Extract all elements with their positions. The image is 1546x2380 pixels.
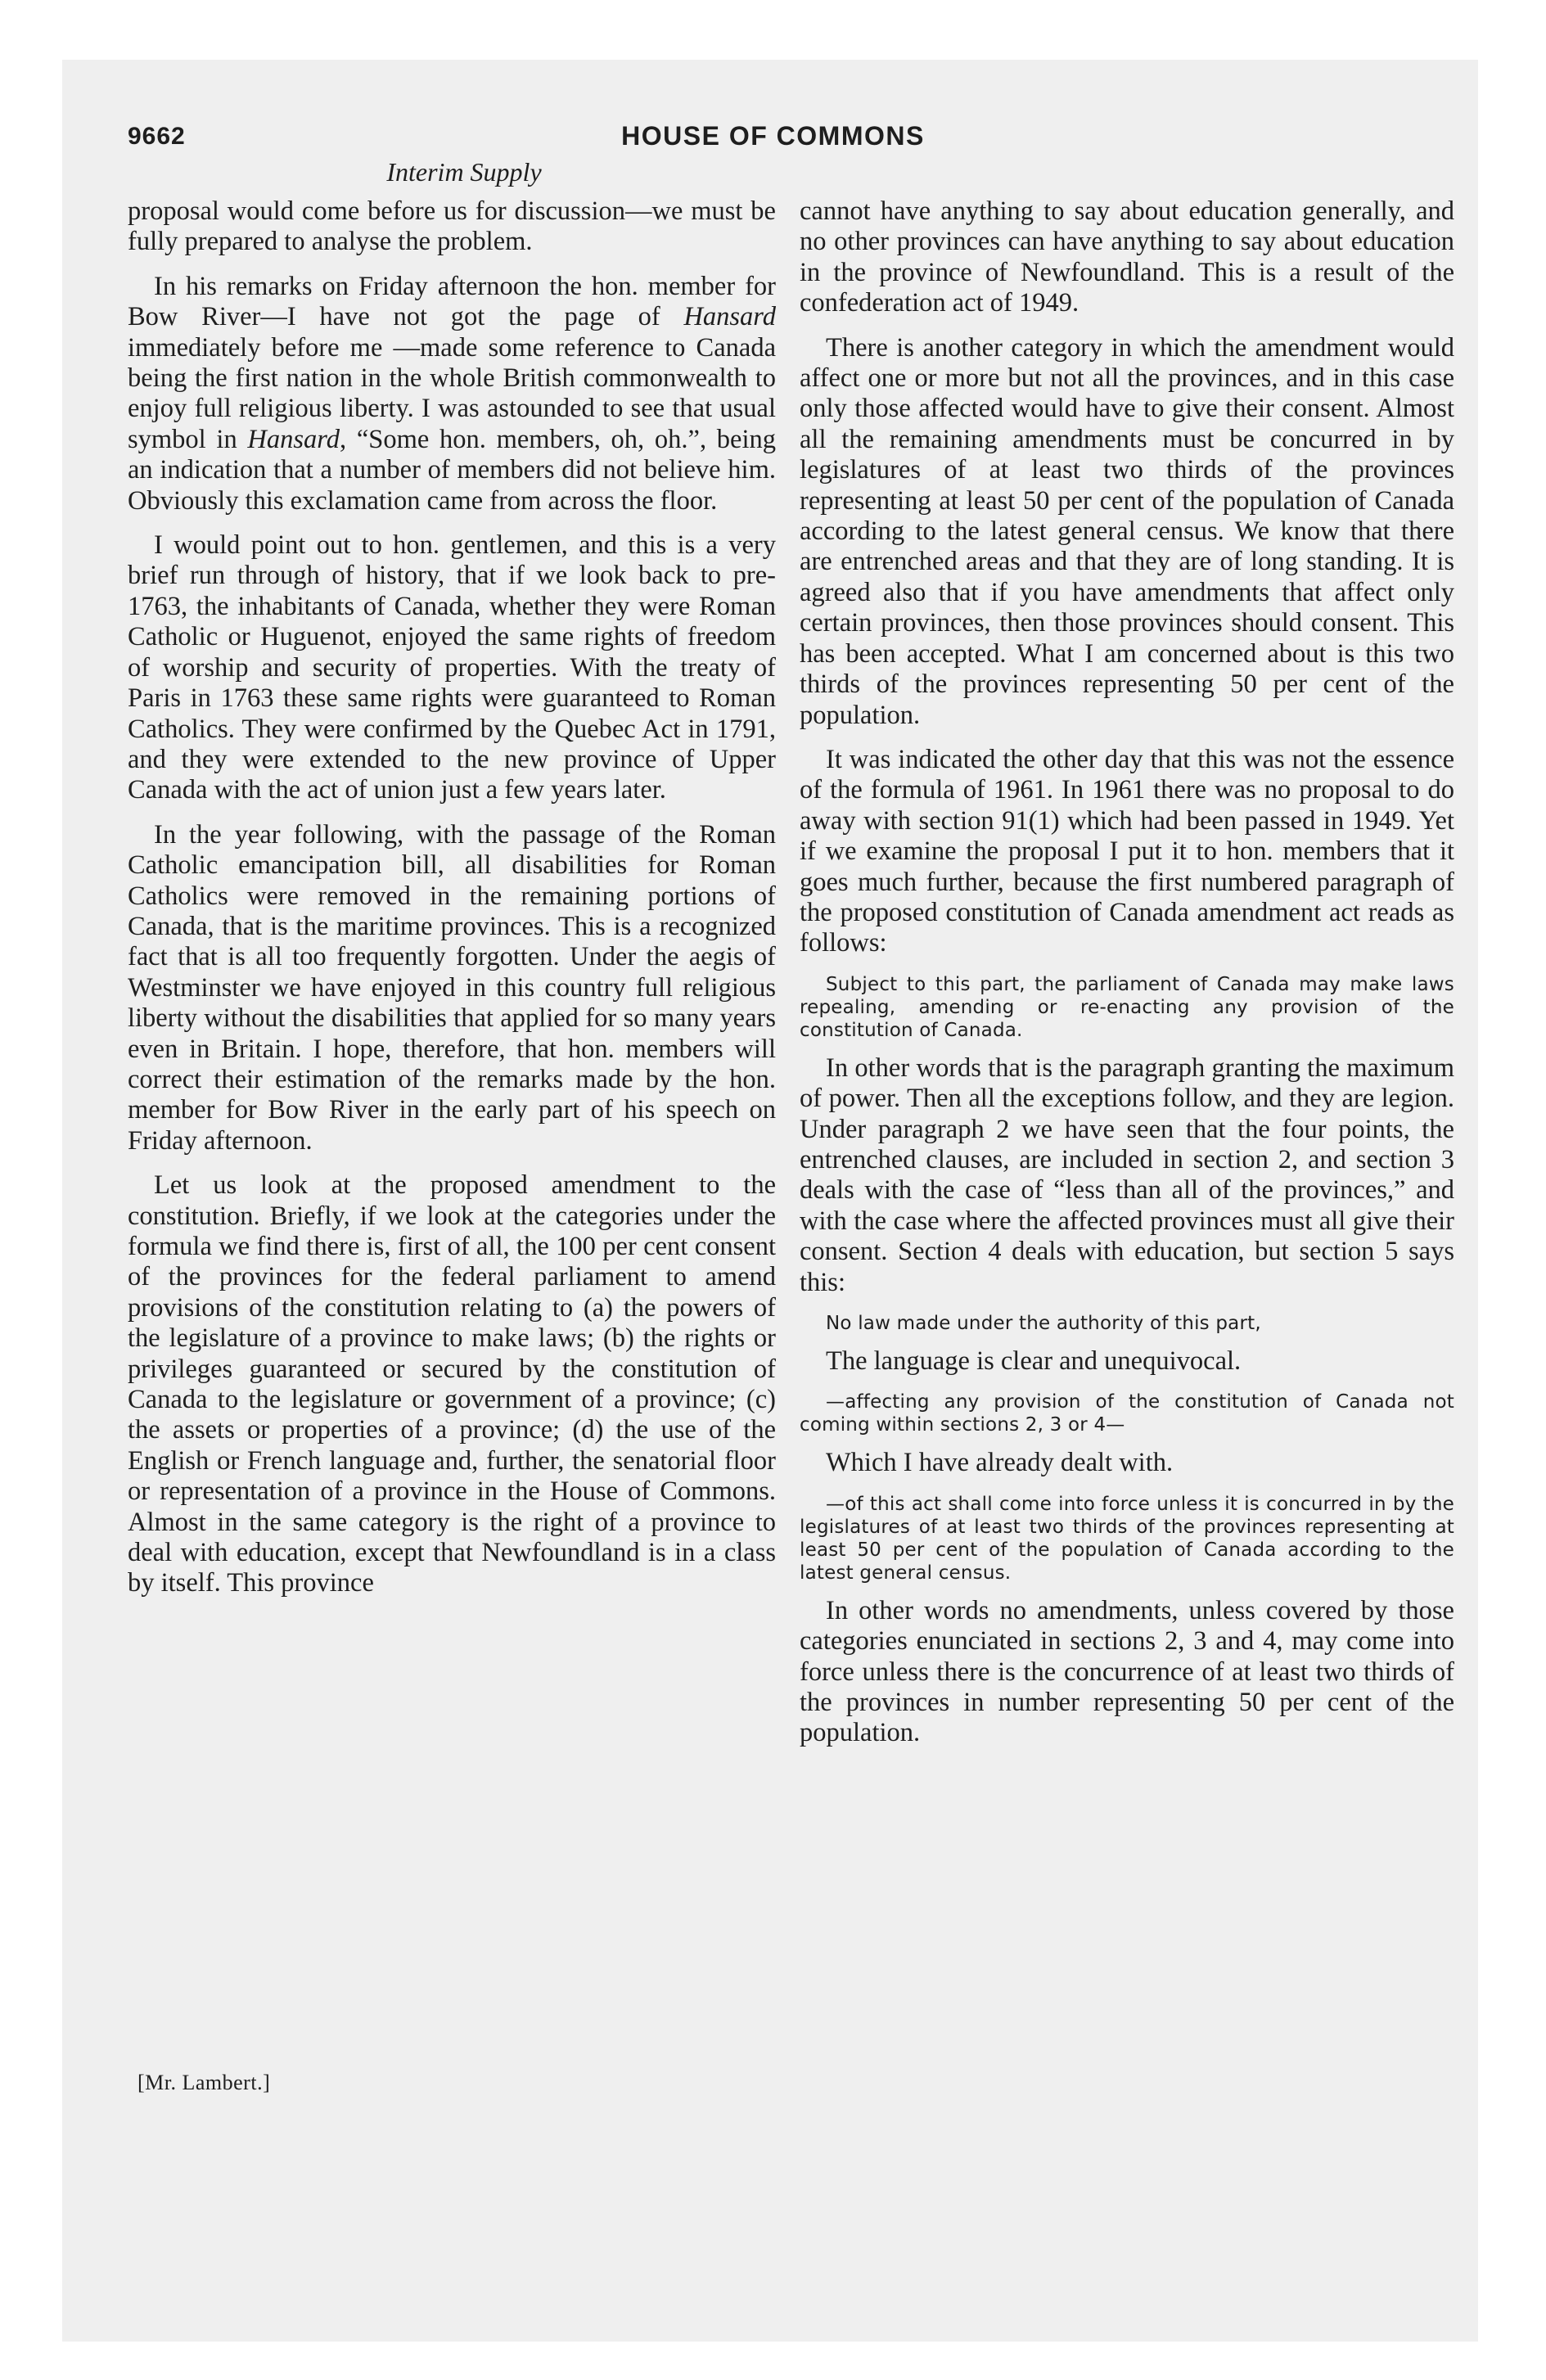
paragraph	[128, 272, 776, 516]
block-quote: —of this act shall come into force unless it is concurred in by the legislatures of at least two thirds of the provinces representing at least 50 per cent of the population of Canada according to the latest general census.	[800, 1493, 1454, 1584]
left-column	[128, 196, 776, 1613]
paragraph: In other words no amendments, unless covered by those categories enunciated in sections 2, 3 and 4, may come into force unless there is the concurrence of at least two thirds of the provinces in number representing 50 per cent of the population.	[800, 1595, 1454, 1748]
publication-title: Hansard	[247, 424, 340, 454]
page-number: 9662	[128, 123, 186, 150]
running-head: HOUSE OF COMMONS	[621, 121, 925, 151]
paragraph: It was indicated the other day that this was not the essence of the formula of 1961. In 1961 there was no proposal to do away with section 91(1) which had been passed in 1949. Yet if we examine the proposal I put it to hon. members that it goes much further, because the first numbered paragraph of the proposed constitution of Canada amendment act reads as follows:	[800, 744, 1454, 958]
paragraph: proposal would come before us for discussion—we must be fully prepared to analyse the problem.	[128, 196, 776, 257]
paragraph: I would point out to hon. gentlemen, and this is a very brief run through of history, that if we look back to pre-1763, the inhabitants of Canada, whether they were Roman Catholic or Huguenot, enjoyed the same rights of freedom of worship and security of properties. With the treaty of Paris in 1763 these same rights were guaranteed to Roman Catholics. They were confirmed by the Quebec Act in 1791, and they were extended to the new province of Upper Canada with the act of union just a few years later.	[128, 530, 776, 805]
paragraph: cannot have anything to say about education generally, and no other provinces can have anything to say about education in the province of Newfoundland. This is a result of the confederation act of 1949.	[800, 196, 1454, 318]
block-quote: —affecting any provision of the constitution of Canada not coming within sections 2, 3 or 4—	[800, 1391, 1454, 1436]
right-column	[800, 196, 1454, 1763]
paragraph: In the year following, with the passage of the Roman Catholic emancipation bill, all disabilities for Roman Catholics were removed in the remaining portions of Canada, that is the maritime provinces. This is a recognized fact that is all too frequently forgotten. Under the aegis of Westminster we have enjoyed in this country full religious liberty without the disabilities that applied for so many years even in Britain. I hope, therefore, that hon. members will correct their estimation of the remarks made by the hon. member for Bow River in the early part of his speech on Friday afternoon.	[128, 819, 776, 1156]
publication-title: Hansard	[683, 302, 776, 332]
block-quote: No law made under the authority of this part,	[826, 1313, 1261, 1334]
paragraph: In other words that is the paragraph granting the maximum of power. Then all the exceptions follow, and they are legion. Under paragraph 2 we have seen that the four points, the entrenched clauses, are included in section 2, and section 3 deals with the case of “less than all of the provinces,” and with the case where the affected provinces must all give their consent. Section 4 deals with education, but section 5 says this:	[800, 1053, 1454, 1297]
text-run: , “Some hon. members, oh, oh.”, being an indication that a number of members did not believe him. Obviously this exclamation came from across the floor.	[128, 424, 776, 516]
text-run: immediately before me —made some reference to Canada being the first nation in the whole British commonwealth to enjoy full religious liberty. I was astounded to see that usual symbol in	[128, 332, 776, 454]
paragraph: There is another category in which the amendment would affect one or more but not all the provinces, and in this case only those affected would have to give their consent. Almost all the remaining amendments must be concurred in by legislatures of at least two thirds of the provinces representing at least 50 per cent of the population of Canada according to the latest general census. We know that there are entrenched areas and that they are of long standing. It is agreed also that if you have amendments that affect only certain provinces, then those provinces should consent. This has been accepted. What I am concerned about is this two thirds of the provinces representing 50 per cent of the population.	[800, 332, 1454, 730]
paragraph: The language is clear and unequivocal.	[826, 1346, 1242, 1376]
text-run: In his remarks on Friday afternoon the hon. member for Bow River—I have not got the page of	[128, 271, 776, 332]
section-subhead: Interim Supply	[386, 157, 542, 187]
block-quote: Subject to this part, the parliament of Canada may make laws repealing, amending or re-enacting any provision of the constitution of Canada.	[800, 973, 1454, 1041]
speaker-attribution: [Mr. Lambert.]	[137, 2071, 271, 2094]
paragraph: Let us look at the proposed amendment to the constitution. Briefly, if we look at the categories under the formula we find there is, first of all, the 100 per cent consent of the provinces for the federal parliament to amend provisions of the constitution relating to (a) the powers of the legislature of a province to make laws; (b) the rights or privileges guaranteed or secured by the constitution of Canada to the legislature or government of a province; (c) the assets or properties of a province; (d) the use of the English or French language and, further, the senatorial floor or representation of a province in the House of Commons. Almost in the same category is the right of a province to deal with education, except that Newfoundland is in a class by itself. This province	[128, 1170, 776, 1598]
paragraph: Which I have already dealt with.	[826, 1448, 1174, 1478]
